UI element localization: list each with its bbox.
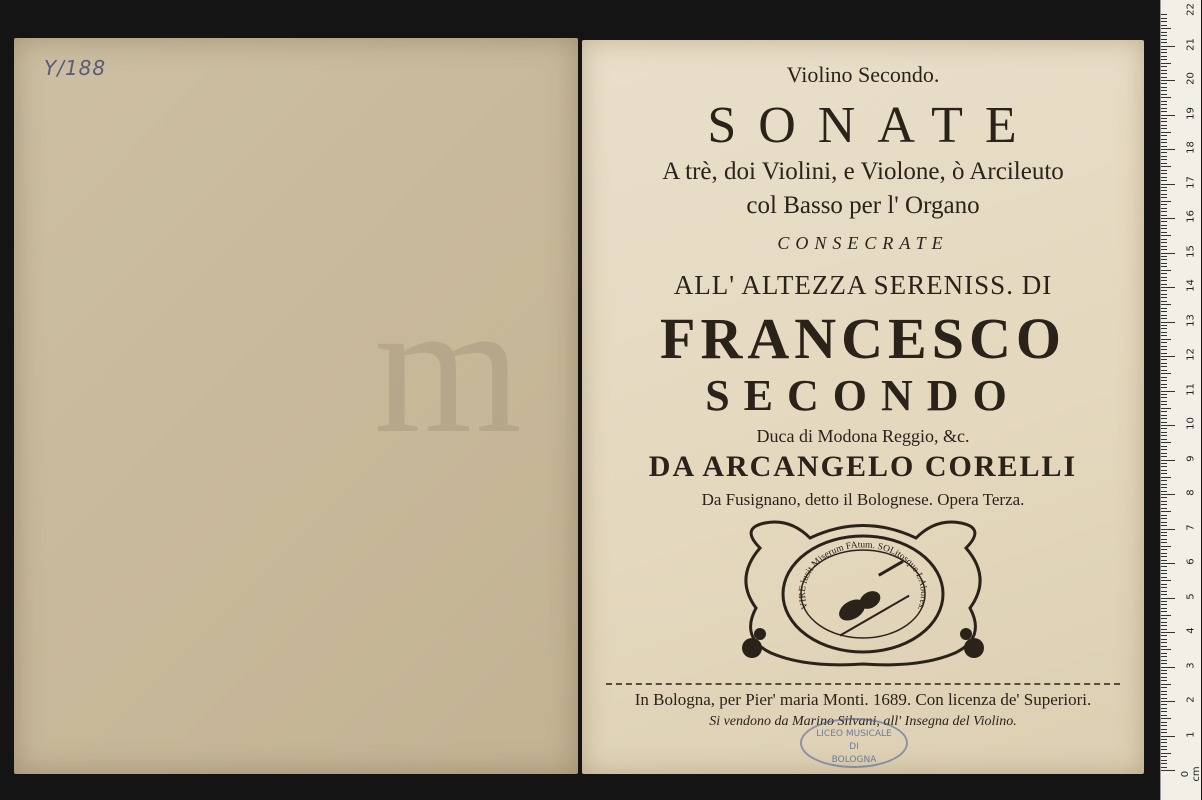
ruler-tick	[1161, 346, 1167, 347]
ruler-tick	[1161, 225, 1167, 226]
ruler-tick	[1161, 453, 1167, 454]
ruler-tick	[1161, 180, 1167, 181]
ruler-tick	[1161, 14, 1167, 15]
ruler-tick	[1161, 704, 1167, 705]
ruler-tick	[1161, 649, 1171, 650]
ruler-tick	[1161, 660, 1167, 661]
ruler-tick	[1161, 35, 1167, 36]
ruler-tick	[1161, 325, 1167, 326]
ruler-tick	[1161, 425, 1175, 426]
ruler-tick	[1161, 642, 1167, 643]
ruler-label: 9	[1185, 454, 1197, 462]
ruler-label: 8	[1185, 489, 1197, 496]
ruler-tick	[1161, 632, 1175, 633]
library-stamp	[800, 718, 908, 768]
ruler-tick	[1161, 711, 1167, 712]
title-page	[582, 40, 1144, 774]
ruler-tick	[1161, 608, 1167, 609]
ruler-tick	[1161, 746, 1167, 747]
ruler-tick	[1161, 377, 1167, 378]
ruler-tick	[1161, 166, 1171, 167]
ruler-tick	[1161, 94, 1167, 95]
ruler-tick	[1161, 215, 1167, 216]
ruler-tick	[1161, 698, 1167, 699]
ruler-tick	[1161, 273, 1167, 274]
ruler-tick	[1161, 508, 1167, 509]
ruler-tick	[1161, 739, 1167, 740]
author-line: DA ARCANGELO CORELLI	[648, 450, 1078, 483]
ruler-tick	[1161, 197, 1167, 198]
ruler-tick	[1161, 177, 1167, 178]
ruler-tick	[1161, 473, 1167, 474]
ruler-tick	[1161, 622, 1167, 623]
ruler-tick	[1161, 90, 1167, 91]
ruler-label: 10	[1185, 417, 1197, 430]
ruler-label: 4	[1185, 627, 1197, 634]
ruler-tick	[1161, 242, 1167, 243]
ruler-tick	[1161, 625, 1167, 626]
ruler-tick	[1161, 170, 1167, 171]
ruler-tick	[1161, 152, 1167, 153]
stamp-line-2: DI	[849, 742, 859, 752]
ruler-tick	[1161, 432, 1167, 433]
ruler-tick	[1161, 308, 1167, 309]
ruler-label: 14	[1185, 279, 1197, 292]
ruler-tick	[1161, 387, 1167, 388]
imprint-line-2: Si vendono da Marino Silvani, all' Insegna del Violino.	[709, 714, 1017, 729]
consecrate-label: CONSECRATE	[777, 233, 949, 253]
ruler-tick	[1161, 742, 1167, 743]
ruler-tick	[1161, 439, 1167, 440]
ruler-tick	[1161, 52, 1167, 53]
ruler-tick	[1161, 277, 1167, 278]
ruler-tick	[1161, 204, 1167, 205]
ruler-tick	[1161, 542, 1167, 543]
ruler-label: 20	[1185, 72, 1197, 85]
ruler-tick	[1161, 770, 1175, 771]
ruler-tick	[1161, 128, 1167, 129]
ruler-tick	[1161, 332, 1167, 333]
ruler-tick	[1161, 449, 1167, 450]
ruler-tick	[1161, 73, 1167, 74]
ruler-tick	[1161, 653, 1167, 654]
ruler-tick	[1161, 532, 1167, 533]
ruler-tick	[1161, 587, 1167, 588]
ruler-tick	[1161, 598, 1175, 599]
ruler-tick	[1161, 760, 1167, 761]
ruler-tick	[1161, 463, 1167, 464]
ruler-tick	[1161, 736, 1175, 737]
ruler-tick	[1161, 663, 1167, 664]
ruler-tick	[1161, 591, 1167, 592]
ruler-tick	[1161, 235, 1171, 236]
ruler-tick	[1161, 66, 1167, 67]
ruler-tick	[1161, 515, 1167, 516]
ruler-tick	[1161, 59, 1167, 60]
ruler-tick	[1161, 297, 1167, 298]
ruler-tick	[1161, 56, 1167, 57]
ruler-tick	[1161, 342, 1167, 343]
ruler-label: 21	[1185, 37, 1197, 51]
ruler-label: 5	[1185, 592, 1197, 600]
ruler-tick	[1161, 39, 1167, 40]
ruler-tick	[1161, 646, 1167, 647]
ruler-tick	[1161, 246, 1167, 247]
ruler-tick	[1161, 477, 1171, 478]
ruler-tick	[1161, 494, 1175, 495]
ruler-label: 0 cm	[1180, 766, 1202, 782]
ruler-tick	[1161, 49, 1167, 50]
ruler-tick	[1161, 680, 1167, 681]
ruler-tick	[1161, 435, 1167, 436]
ruler-label: 18	[1185, 141, 1197, 154]
ruler-tick	[1161, 428, 1167, 429]
ruler-tick	[1161, 708, 1167, 709]
ruler-tick	[1161, 211, 1167, 212]
ruler-tick	[1161, 221, 1167, 222]
ruler-tick	[1161, 446, 1167, 447]
ruler-label: 3	[1185, 661, 1197, 669]
ruler-label: 2	[1185, 696, 1197, 703]
ruler-tick	[1161, 359, 1167, 360]
patron-title: Duca di Modona Reggio, &c.	[756, 426, 970, 446]
ruler-tick	[1161, 218, 1175, 219]
dedication-line: ALL' ALTEZZA SERENISS. DI	[673, 270, 1053, 300]
ruler-tick	[1161, 729, 1167, 730]
ruler-tick	[1161, 718, 1171, 719]
instrumentation-line-2: col Basso per l' Organo	[746, 192, 980, 219]
ruler-tick	[1161, 187, 1167, 188]
ruler-tick	[1161, 677, 1167, 678]
ruler-tick	[1161, 570, 1167, 571]
ruler-tick	[1161, 301, 1167, 302]
ruler-label: 12	[1185, 348, 1197, 361]
ruler-tick	[1161, 411, 1167, 412]
ruler-tick	[1161, 349, 1167, 350]
ruler-tick	[1161, 270, 1171, 271]
ruler-tick	[1161, 318, 1167, 319]
ruler-tick	[1161, 767, 1167, 768]
ruler-tick	[1161, 80, 1175, 81]
imprint-line-1: In Bologna, per Pier' maria Monti. 1689. Con licenza de' Superiori.	[634, 690, 1092, 709]
ruler-tick	[1161, 491, 1167, 492]
ruler-tick	[1161, 615, 1171, 616]
ruler-tick	[1161, 394, 1167, 395]
ruler-tick	[1161, 487, 1167, 488]
ruler-tick	[1161, 70, 1167, 71]
ruler-tick	[1161, 87, 1167, 88]
ruler-tick	[1161, 594, 1167, 595]
ruler-tick	[1161, 194, 1167, 195]
ruler-tick	[1161, 584, 1167, 585]
ruler-tick	[1161, 83, 1167, 84]
ruler-tick	[1161, 573, 1167, 574]
ruler-tick	[1161, 46, 1175, 47]
ruler-tick	[1161, 328, 1167, 329]
patron-ordinal: SECONDO	[705, 371, 1021, 420]
ruler-tick	[1161, 121, 1167, 122]
ruler-tick	[1161, 701, 1175, 702]
work-title: SONATE	[707, 97, 1039, 154]
ruler-tick	[1161, 25, 1167, 26]
edition-label: Violino Secondo.	[786, 62, 940, 87]
ruler-tick	[1161, 504, 1167, 505]
ruler-tick	[1161, 611, 1167, 612]
ruler-tick	[1161, 21, 1167, 22]
ruler-tick	[1161, 149, 1175, 150]
ruler-tick	[1161, 522, 1167, 523]
ruler-tick	[1161, 415, 1167, 416]
ruler-tick	[1161, 201, 1171, 202]
left-page-cover	[14, 38, 578, 774]
ruler-tick	[1161, 18, 1167, 19]
ruler-tick	[1161, 756, 1167, 757]
ruler-tick	[1161, 725, 1167, 726]
ruler-tick	[1161, 694, 1167, 695]
ruler-tick	[1161, 418, 1167, 419]
ruler-tick	[1161, 111, 1167, 112]
ruler-tick	[1161, 366, 1167, 367]
ruler-tick	[1161, 311, 1167, 312]
library-watermark: m	[374, 263, 522, 473]
ruler-tick	[1161, 484, 1167, 485]
ruler-tick	[1161, 339, 1171, 340]
ruler-tick	[1161, 63, 1171, 64]
ruler-tick	[1161, 549, 1167, 550]
ruler-tick	[1161, 304, 1171, 305]
ruler-tick	[1161, 670, 1167, 671]
ruler-tick	[1161, 684, 1171, 685]
instrumentation-line-1: A trè, doi Violini, e Violone, ò Arcileuto	[662, 158, 1064, 185]
ruler-tick	[1161, 380, 1167, 381]
ruler-tick	[1161, 673, 1167, 674]
ruler-tick	[1161, 635, 1167, 636]
ruler-tick	[1161, 639, 1167, 640]
ruler-tick	[1161, 749, 1167, 750]
ruler-tick	[1161, 601, 1167, 602]
ruler-label: 16	[1185, 210, 1197, 223]
ruler-tick	[1161, 560, 1167, 561]
ruler-tick	[1161, 280, 1167, 281]
ruler-tick	[1161, 266, 1167, 267]
ruler-label: 19	[1185, 106, 1197, 120]
ruler-tick	[1161, 190, 1167, 191]
ruler-tick	[1161, 232, 1167, 233]
stamp-line-3: BOLOGNA	[831, 755, 877, 765]
ruler-tick	[1161, 118, 1167, 119]
ruler-tick	[1161, 184, 1175, 185]
ruler-tick	[1161, 442, 1171, 443]
ruler-tick	[1161, 290, 1167, 291]
stamp-line-1: LICEO MUSICALE	[816, 729, 892, 739]
ruler-tick	[1161, 553, 1167, 554]
violin-emblem-cartouche	[730, 518, 996, 670]
ruler-label: 1	[1185, 730, 1197, 738]
ruler-tick	[1161, 28, 1171, 29]
ruler-tick	[1161, 32, 1167, 33]
ruler-tick	[1161, 391, 1175, 392]
ruler-tick	[1161, 228, 1167, 229]
ruler-tick	[1161, 656, 1167, 657]
ruler-tick	[1161, 132, 1171, 133]
ruler-tick	[1161, 263, 1167, 264]
ruler-tick	[1161, 156, 1167, 157]
ruler-tick	[1161, 577, 1167, 578]
ruler-tick	[1161, 580, 1171, 581]
ruler-tick	[1161, 173, 1167, 174]
ruler-tick	[1161, 97, 1171, 98]
ruler-tick	[1161, 356, 1175, 357]
ruler-tick	[1161, 529, 1175, 530]
ruler-tick	[1161, 511, 1171, 512]
ruler-tick	[1161, 315, 1167, 316]
ruler-tick	[1161, 42, 1167, 43]
ruler-tick	[1161, 722, 1167, 723]
ruler-tick	[1161, 691, 1167, 692]
emblem-motto: VIRE lusit Miserum FAtum. SOLitosque LAbores.	[797, 540, 929, 612]
ruler-label: 7	[1185, 523, 1197, 531]
ruler-tick	[1161, 618, 1167, 619]
ruler-tick	[1161, 101, 1167, 102]
ruler-tick	[1161, 422, 1167, 423]
author-origin: Da Fusignano, detto il Bolognese. Opera Terza.	[701, 490, 1025, 509]
ruler-tick	[1161, 563, 1175, 564]
ruler-tick	[1161, 322, 1175, 323]
ruler-tick	[1161, 629, 1167, 630]
ruler-tick	[1161, 604, 1167, 605]
ruler-tick	[1161, 460, 1175, 461]
ruler-tick	[1161, 480, 1167, 481]
ruler-tick	[1161, 518, 1167, 519]
ruler-tick	[1161, 125, 1167, 126]
ruler-tick	[1161, 284, 1167, 285]
ruler-tick	[1161, 397, 1167, 398]
ruler-tick	[1161, 287, 1175, 288]
ruler-tick	[1161, 556, 1167, 557]
ruler-tick	[1161, 566, 1167, 567]
ruler-tick	[1161, 249, 1167, 250]
ruler-tick	[1161, 239, 1167, 240]
ruler-tick	[1161, 501, 1167, 502]
shelfmark: Y/188	[44, 56, 107, 80]
patron-name: FRANCESCO	[660, 306, 1066, 371]
ruler-tick	[1161, 146, 1167, 147]
ruler-tick	[1161, 163, 1167, 164]
ruler-label: 13	[1185, 313, 1197, 327]
ruler-tick	[1161, 115, 1175, 116]
ruler-tick	[1161, 546, 1171, 547]
ruler-tick	[1161, 715, 1167, 716]
ruler-tick	[1161, 135, 1167, 136]
ruler-tick	[1161, 667, 1175, 668]
ruler-tick	[1161, 363, 1167, 364]
ruler-tick	[1161, 208, 1167, 209]
ruler-tick	[1161, 104, 1167, 105]
ruler-tick	[1161, 535, 1167, 536]
ruler-label: 6	[1185, 558, 1197, 565]
ruler-label: 11	[1185, 382, 1197, 396]
ruler-tick	[1161, 294, 1167, 295]
ruler-tick	[1161, 401, 1167, 402]
ruler-tick	[1161, 525, 1167, 526]
ruler-tick	[1161, 384, 1167, 385]
ruler-tick	[1161, 539, 1167, 540]
ruler-tick	[1161, 763, 1167, 764]
ruler-tick	[1161, 335, 1167, 336]
ruler-tick	[1161, 408, 1171, 409]
ruler-tick	[1161, 139, 1167, 140]
ruler-tick	[1161, 404, 1167, 405]
ruler-tick	[1161, 687, 1167, 688]
ruler-tick	[1161, 353, 1167, 354]
measurement-ruler	[1160, 0, 1201, 800]
ruler-tick	[1161, 259, 1167, 260]
ruler-tick	[1161, 466, 1167, 467]
ruler-tick	[1161, 256, 1167, 257]
ruler-label: 17	[1185, 175, 1197, 189]
ruler-tick	[1161, 497, 1167, 498]
ruler-tick	[1161, 253, 1175, 254]
ruler-tick	[1161, 142, 1167, 143]
ruler-tick	[1161, 470, 1167, 471]
imprint-divider	[606, 683, 1120, 685]
ruler-tick	[1161, 373, 1171, 374]
ruler-tick	[1161, 370, 1167, 371]
ruler-tick	[1161, 456, 1167, 457]
ruler-tick	[1161, 77, 1167, 78]
ruler-label: 22	[1185, 3, 1197, 16]
ruler-tick	[1161, 159, 1167, 160]
ruler-label: 15	[1185, 244, 1197, 258]
ruler-tick	[1161, 108, 1167, 109]
ruler-tick	[1161, 753, 1171, 754]
ruler-tick	[1161, 732, 1167, 733]
